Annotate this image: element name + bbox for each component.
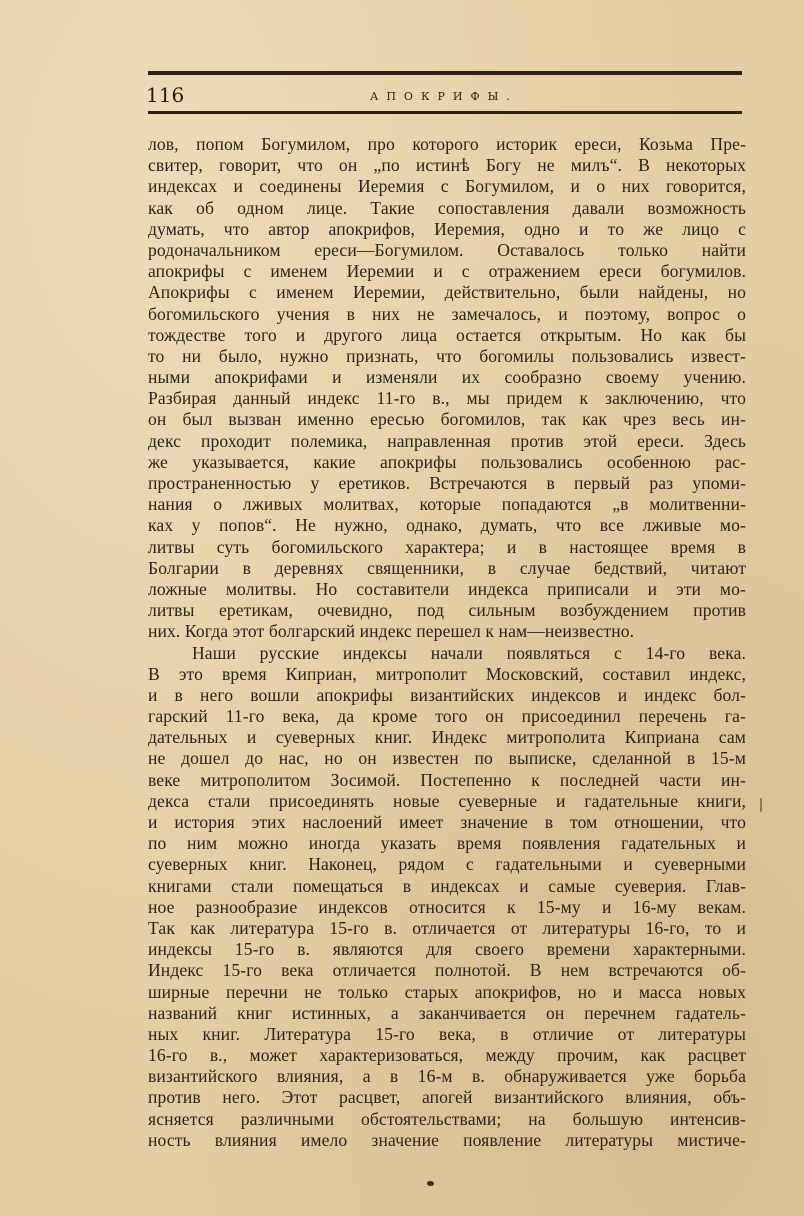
- text-line: Индекс 15-го века отличается полнотой. В нем встречаются об-: [148, 960, 746, 981]
- text-line: литвы суть богомильского характера; и в настоящее время в: [148, 536, 746, 557]
- text-line: гарский 11-го века, да кроме того он присоединил перечень га-: [148, 706, 746, 727]
- text-line: В это время Киприан, митрополит Московский, составил индекс,: [148, 663, 746, 684]
- text-line: литвы еретикам, очевидно, под сильным возбуждением против: [148, 600, 746, 621]
- text-line: не дошел до нас, но он известен по выписке, сделанной в 15-м: [148, 748, 746, 769]
- text-line: свитер, говорит, что он „по истинѣ Богу не милъ“. В некоторых: [148, 155, 746, 176]
- text-line: он был вызван именно ересью богомилов, так как чрез весь ин-: [148, 409, 746, 430]
- paragraph-start-line: Наши русские индексы начали появляться с 14-го века.: [192, 642, 746, 663]
- paragraph-end-line: них. Когда этот болгарский индекс перешел к нам—неизвестно.: [148, 621, 635, 642]
- text-line: ность влияния имело значение появление литературы мистиче-: [148, 1129, 746, 1150]
- text-line: Болгарии в деревнях священники, в случае бедствий, читают: [148, 557, 746, 578]
- text-line: богомильского учения в них не замечалось, и поэтому, вопрос о: [148, 303, 746, 324]
- text-line: декс проходит полемика, направленная против этой ереси. Здесь: [148, 430, 746, 451]
- text-line: против него. Этот расцвет, апогей византийского влияния, объ-: [148, 1087, 746, 1108]
- text-line: Разбирая данный индекс 11-го в., мы придем к заключению, что: [148, 388, 746, 409]
- text-line: лов, попом Богумилом, про которого историк ереси, Козьма Пре-: [148, 134, 746, 154]
- text-line: ширные перечни не только старых апокрифов, но и масса новых: [148, 981, 746, 1002]
- text-line: нания о лживых молитвах, которые попадаются „в молитвенни-: [148, 494, 746, 515]
- text-line: родоначальником ереси—Богумилом. Оставалось только найти: [148, 239, 746, 260]
- text-line: и история этих наслоений имеет значение в том отношении, что: [148, 812, 746, 832]
- text-line: же указывается, какие апокрифы пользовались особенною рас-: [148, 451, 746, 472]
- text-line: книгами стали помещаться в индексах и самые суеверия. Глав-: [148, 875, 746, 896]
- text-line: и в него вошли апокрифы византийских индексов и индекс бол-: [148, 684, 746, 705]
- text-line: ясняется различными обстоятельствами; на большую интенсив-: [148, 1108, 746, 1129]
- text-line: дательных и суеверных книг. Индекс митрополита Киприана сам: [148, 727, 746, 748]
- text-line: ных книг. Литература 15-го века, в отличие от литературы: [148, 1023, 746, 1044]
- header-rule-top: [148, 71, 742, 75]
- text-line: индексах и соединены Иеремия с Богумилом, и о них говорится,: [148, 176, 746, 197]
- ink-speck: [427, 1181, 434, 1186]
- page-number: 116: [146, 83, 185, 107]
- text-line: византийского влияния, а в 16-м в. обнаруживается уже борьба: [148, 1066, 746, 1087]
- text-line: ными апокрифами и изменяли их сообразно своему учению.: [148, 367, 746, 388]
- text-line: декса стали присоединять новые суеверные и гадательные книги,: [148, 790, 746, 811]
- text-line: ках у попов“. Не нужно, однако, думать, что все лживые мо-: [148, 515, 746, 536]
- header-rule-bottom: [148, 111, 742, 114]
- text-line: по ним можно иногда указать время появления гадательных и: [148, 833, 746, 854]
- text-line: апокрифы с именем Иеремии и с отражением ереси богумилов.: [148, 261, 746, 282]
- text-line: ное разнообразие индексов относится к 15-му и 16-му векам.: [148, 896, 746, 917]
- text-line: 16-го в., может характеризоваться, между прочим, как расцвет: [148, 1045, 746, 1066]
- text-line: Так как литература 15-го в. отличается от литературы 16-го, то и: [148, 917, 746, 938]
- margin-mark: [760, 798, 762, 812]
- text-line: тождестве того и другого лица остается открытым. Но как бы: [148, 324, 746, 345]
- text-line: веке митрополитом Зосимой. Постепенно к последней части ин-: [148, 769, 746, 790]
- running-title: АПОКРИФЫ.: [370, 90, 518, 103]
- text-line: суеверных книг. Наконец, рядом с гадательными и суеверными: [148, 854, 746, 875]
- text-line: думать, что автор апокрифов, Иеремия, одно и то же лицо с: [148, 218, 746, 239]
- text-line: то ни было, нужно признать, что богомилы пользовались извест-: [148, 345, 746, 366]
- text-line: ложные молитвы. Но составители индекса приписали и эти мо-: [148, 578, 746, 599]
- text-line: названий книг истинных, а заканчивается он перечнем гадатель-: [148, 1002, 746, 1023]
- text-line: пространенностью у еретиков. Встречаются в первый раз упоми-: [148, 473, 746, 493]
- text-line: индексы 15-го в. являются для своего времени характерными.: [148, 939, 746, 960]
- text-line: как об одном лице. Такие сопоставления давали возможность: [148, 197, 746, 218]
- text-line: Апокрифы с именем Иеремии, действительно, были найдены, но: [148, 282, 746, 303]
- body-text: [148, 134, 746, 1151]
